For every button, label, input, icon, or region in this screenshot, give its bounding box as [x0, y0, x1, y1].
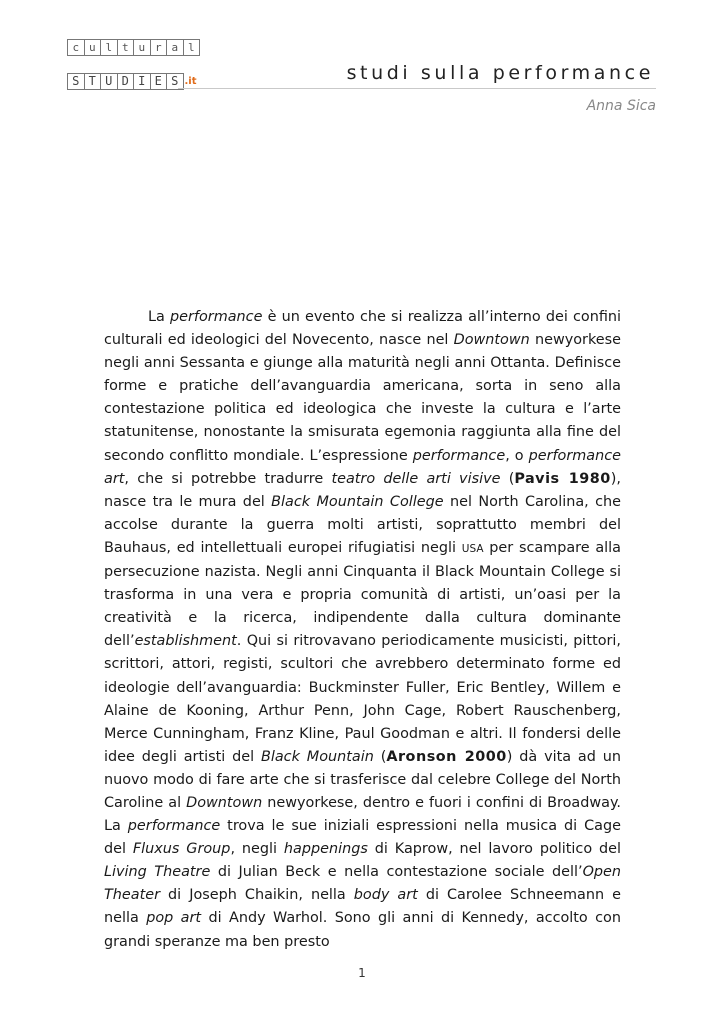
text-run: . Qui si ritrovavano periodicamente musicisti, pittori, scrittori, attori, registi, scultori che avrebbero determinato forme ed ideologie dell’avanguardia: Buckminster Fuller, Eric Bentley, Willem e Alaine de Kooning, Arthur Penn, John Cage, Robert Rauschenberg, Merce Cunningham, Franz Kline, Paul Goodman e altri. Il fondersi delle idee degli artisti del — [104, 633, 621, 765]
italic-term: Fluxus Group — [132, 841, 231, 858]
text-run: di Andy Warhol. Sono gli anni di Kennedy, accolto con grandi speranze ma ben presto — [104, 910, 621, 950]
italic-term: Downtown — [453, 332, 530, 349]
text-run: di Julian Beck e nella contestazione sociale dell’ — [210, 864, 583, 881]
italic-term: teatro delle arti visive — [331, 470, 501, 487]
text-run: , negli — [230, 841, 284, 858]
text-run: per scampare alla persecuzione nazista. Negli anni Cinquanta il Black Mountain College si trasforma in una vera e propria comunità di artisti, un’oasi per la creatività e la ricerca, indipendente dalla cultura dominante dell’ — [104, 539, 621, 650]
text-run: è un evento che si realizza all’interno dei confini culturali ed ideologici del Novecento, nasce nel — [104, 309, 621, 349]
text-run: , che si potrebbe tradurre — [124, 470, 332, 487]
italic-term: performance — [412, 447, 506, 464]
logo-letter: a — [166, 39, 184, 56]
logo-letter: I — [133, 73, 151, 90]
italic-term: Black Mountain — [260, 748, 374, 765]
italic-term: happenings — [283, 841, 368, 858]
italic-term: Open Theater — [104, 864, 621, 904]
italic-term: performance — [127, 818, 221, 835]
logo-suffix: .it — [184, 76, 197, 87]
logo-letter: S — [166, 73, 184, 90]
header-divider — [178, 88, 656, 89]
text-run: ) dà vita ad un nuovo modo di fare arte che si trasferisce dal celebre College del North Caroline al — [104, 748, 621, 811]
text-run: ), nasce tra le mura del — [104, 470, 621, 510]
text-run: di Kaprow, nel lavoro politico del — [367, 841, 622, 858]
cultural-studies-logo — [68, 40, 200, 90]
italic-term: Black Mountain College — [271, 493, 444, 510]
text-run: ( — [373, 748, 387, 765]
text-run: newyorkese negli anni Sessanta e giunge alla maturità negli anni Ottanta. Definisce forme e pratiche dell’avanguardia americana, sorta in seno alla contestazione politica ed ideologica che investe la cultura e l’arte statunitense, nonostante la smisurata egemonia raggiunta alla fine del secondo conflitto mondiale. L’espressione — [104, 332, 621, 464]
page-number: 1 — [358, 966, 366, 980]
small-caps-term: USA — [461, 542, 484, 555]
logo-letter: l — [183, 39, 201, 56]
text-run: trova le sue iniziali espressioni nella musica di Cage del — [104, 818, 621, 858]
logo-letter: r — [150, 39, 168, 56]
text-run: di Joseph Chaikin, nella — [160, 887, 354, 904]
logo-letter: t — [117, 39, 135, 56]
text-run: La — [148, 309, 171, 325]
italic-term: Downtown — [186, 794, 263, 811]
italic-term: performance art — [104, 447, 621, 487]
paragraph — [104, 306, 621, 954]
text-run: , o — [505, 447, 529, 464]
logo-letter: u — [133, 39, 151, 56]
logo-letter: c — [67, 39, 85, 56]
logo-letter: D — [117, 73, 135, 90]
logo-letter: U — [100, 73, 118, 90]
citation: Aronson 2000 — [386, 748, 507, 765]
logo-letter: u — [84, 39, 102, 56]
logo-top-row — [68, 40, 200, 56]
body-text — [104, 306, 621, 954]
italic-term: Living Theatre — [104, 864, 211, 881]
text-run: nel North Carolina, che accolse durante la guerra molti artisti, soprattutto membri del Bauhaus, ed intellettuali europei rifugiatisi negli — [104, 493, 621, 556]
text-run: di Carolee Schneemann e nella — [104, 887, 621, 927]
text-run: ( — [500, 470, 515, 487]
logo-letter: l — [100, 39, 118, 56]
citation: Pavis 1980 — [514, 470, 611, 487]
logo-letter: E — [150, 73, 168, 90]
text-run: newyorkese, dentro e fuori i confini di Broadway. La — [104, 794, 621, 835]
italic-term: body art — [353, 887, 418, 904]
logo-letter: S — [67, 73, 85, 90]
italic-term: performance — [170, 309, 263, 325]
italic-term: establishment — [134, 633, 237, 650]
author-name: Anna Sica — [586, 98, 656, 114]
logo-letter: T — [84, 73, 102, 90]
italic-term: pop art — [146, 910, 202, 927]
header-title: studi sulla performance — [346, 62, 654, 84]
